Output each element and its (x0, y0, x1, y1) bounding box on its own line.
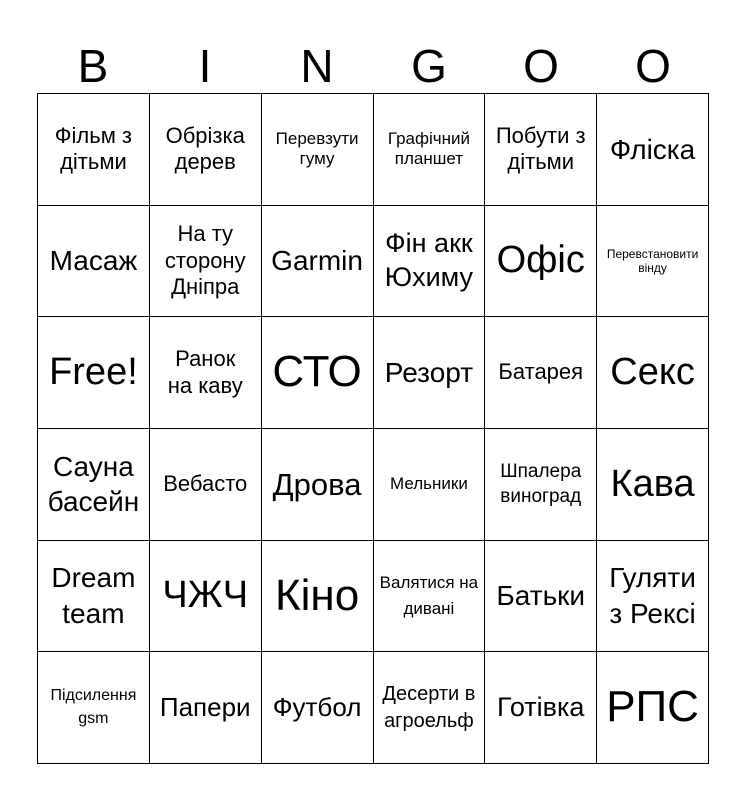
bingo-cell[interactable] (485, 652, 597, 764)
bingo-cell[interactable] (38, 429, 150, 541)
cell-text: Сауна басейн (47, 451, 140, 518)
cell-text: Десерти в агроельф (382, 682, 476, 732)
cell-text: На ту сторону Дніпра (164, 221, 246, 300)
cell-text: Графічний планшет (387, 128, 470, 169)
bingo-cell[interactable] (374, 317, 486, 429)
bingo-header (37, 38, 709, 94)
bingo-cell[interactable] (262, 206, 374, 318)
bingo-cell[interactable] (262, 429, 374, 541)
cell-text: Батьки (496, 580, 586, 612)
bingo-cell[interactable] (150, 94, 262, 206)
bingo-cell[interactable] (374, 206, 486, 318)
bingo-cell[interactable] (262, 541, 374, 653)
bingo-cell[interactable] (374, 94, 486, 206)
cell-text: Побути з дітьми (495, 122, 586, 175)
bingo-cell[interactable] (262, 317, 374, 429)
bingo-cell[interactable] (597, 94, 709, 206)
bingo-cell[interactable] (374, 652, 486, 764)
bingo-board (37, 93, 709, 764)
cell-text: Гуляти з Рексі (609, 561, 696, 629)
cell-text: Футбол (272, 692, 362, 723)
cell-text: Перевзути гуму (275, 128, 359, 169)
cell-text: Garmin (271, 245, 363, 277)
cell-text: Вебасто (163, 471, 248, 497)
bingo-cell[interactable] (597, 541, 709, 653)
bingo-cell[interactable] (150, 541, 262, 653)
cell-text: СТО (272, 347, 362, 397)
bingo-cell[interactable] (262, 94, 374, 206)
bingo-cell[interactable] (374, 429, 486, 541)
cell-text: РПС (606, 682, 699, 732)
bingo-cell[interactable] (38, 541, 150, 653)
bingo-cell[interactable] (485, 206, 597, 318)
cell-text: Обрізка дерев (165, 122, 245, 175)
cell-text: Мельники (389, 474, 468, 494)
bingo-cell[interactable] (485, 94, 597, 206)
cell-text: Фліска (609, 133, 696, 165)
bingo-cell[interactable] (374, 541, 486, 653)
bingo-cell[interactable] (38, 652, 150, 764)
cell-text: Масаж (49, 245, 138, 277)
bingo-cell[interactable] (597, 429, 709, 541)
cell-text: Дрова (272, 466, 362, 502)
cell-text: ЧЖЧ (162, 574, 249, 617)
cell-text: Папери (159, 692, 251, 723)
bingo-cell[interactable] (150, 429, 262, 541)
cell-text: Офіс (496, 239, 585, 282)
bingo-cell[interactable] (150, 317, 262, 429)
cell-text: Фільм з дітьми (54, 122, 133, 175)
cell-text: Батарея (498, 359, 584, 385)
cell-text: Підсилення gsm (50, 687, 137, 727)
header-letter-o-2: O (635, 40, 671, 92)
cell-text: Секс (610, 350, 695, 393)
bingo-cell[interactable] (262, 652, 374, 764)
bingo-cell[interactable] (150, 206, 262, 318)
cell-text: Фін акк Юхиму (384, 228, 474, 292)
header-letter-g: G (411, 40, 447, 92)
bingo-cell[interactable] (38, 317, 150, 429)
cell-text: Перевстановити вінду (606, 246, 699, 275)
bingo-cell[interactable] (597, 652, 709, 764)
cell-text: Кіно (274, 570, 360, 620)
cell-text: Ранок на каву (167, 346, 243, 398)
cell-text: Шпалера виноград (500, 460, 582, 508)
bingo-cell[interactable] (485, 429, 597, 541)
header-letter-i: I (198, 40, 212, 92)
bingo-cell[interactable] (597, 206, 709, 318)
bingo-cell[interactable] (485, 317, 597, 429)
header-letter-b: B (77, 40, 109, 92)
cell-text: Готівка (497, 692, 585, 723)
bingo-cell[interactable] (597, 317, 709, 429)
cell-text: Free! (49, 350, 138, 393)
cell-text: Валятися на дивані (379, 573, 479, 618)
bingo-cell[interactable] (150, 652, 262, 764)
bingo-cell[interactable] (485, 541, 597, 653)
bingo-cell[interactable] (38, 206, 150, 318)
header-letter-o: O (523, 40, 559, 92)
cell-text: Кава (610, 462, 695, 505)
bingo-cell[interactable] (38, 94, 150, 206)
cell-text: Резорт (384, 356, 474, 388)
header-letter-n: N (300, 40, 334, 92)
cell-text: Dream team (51, 561, 136, 629)
